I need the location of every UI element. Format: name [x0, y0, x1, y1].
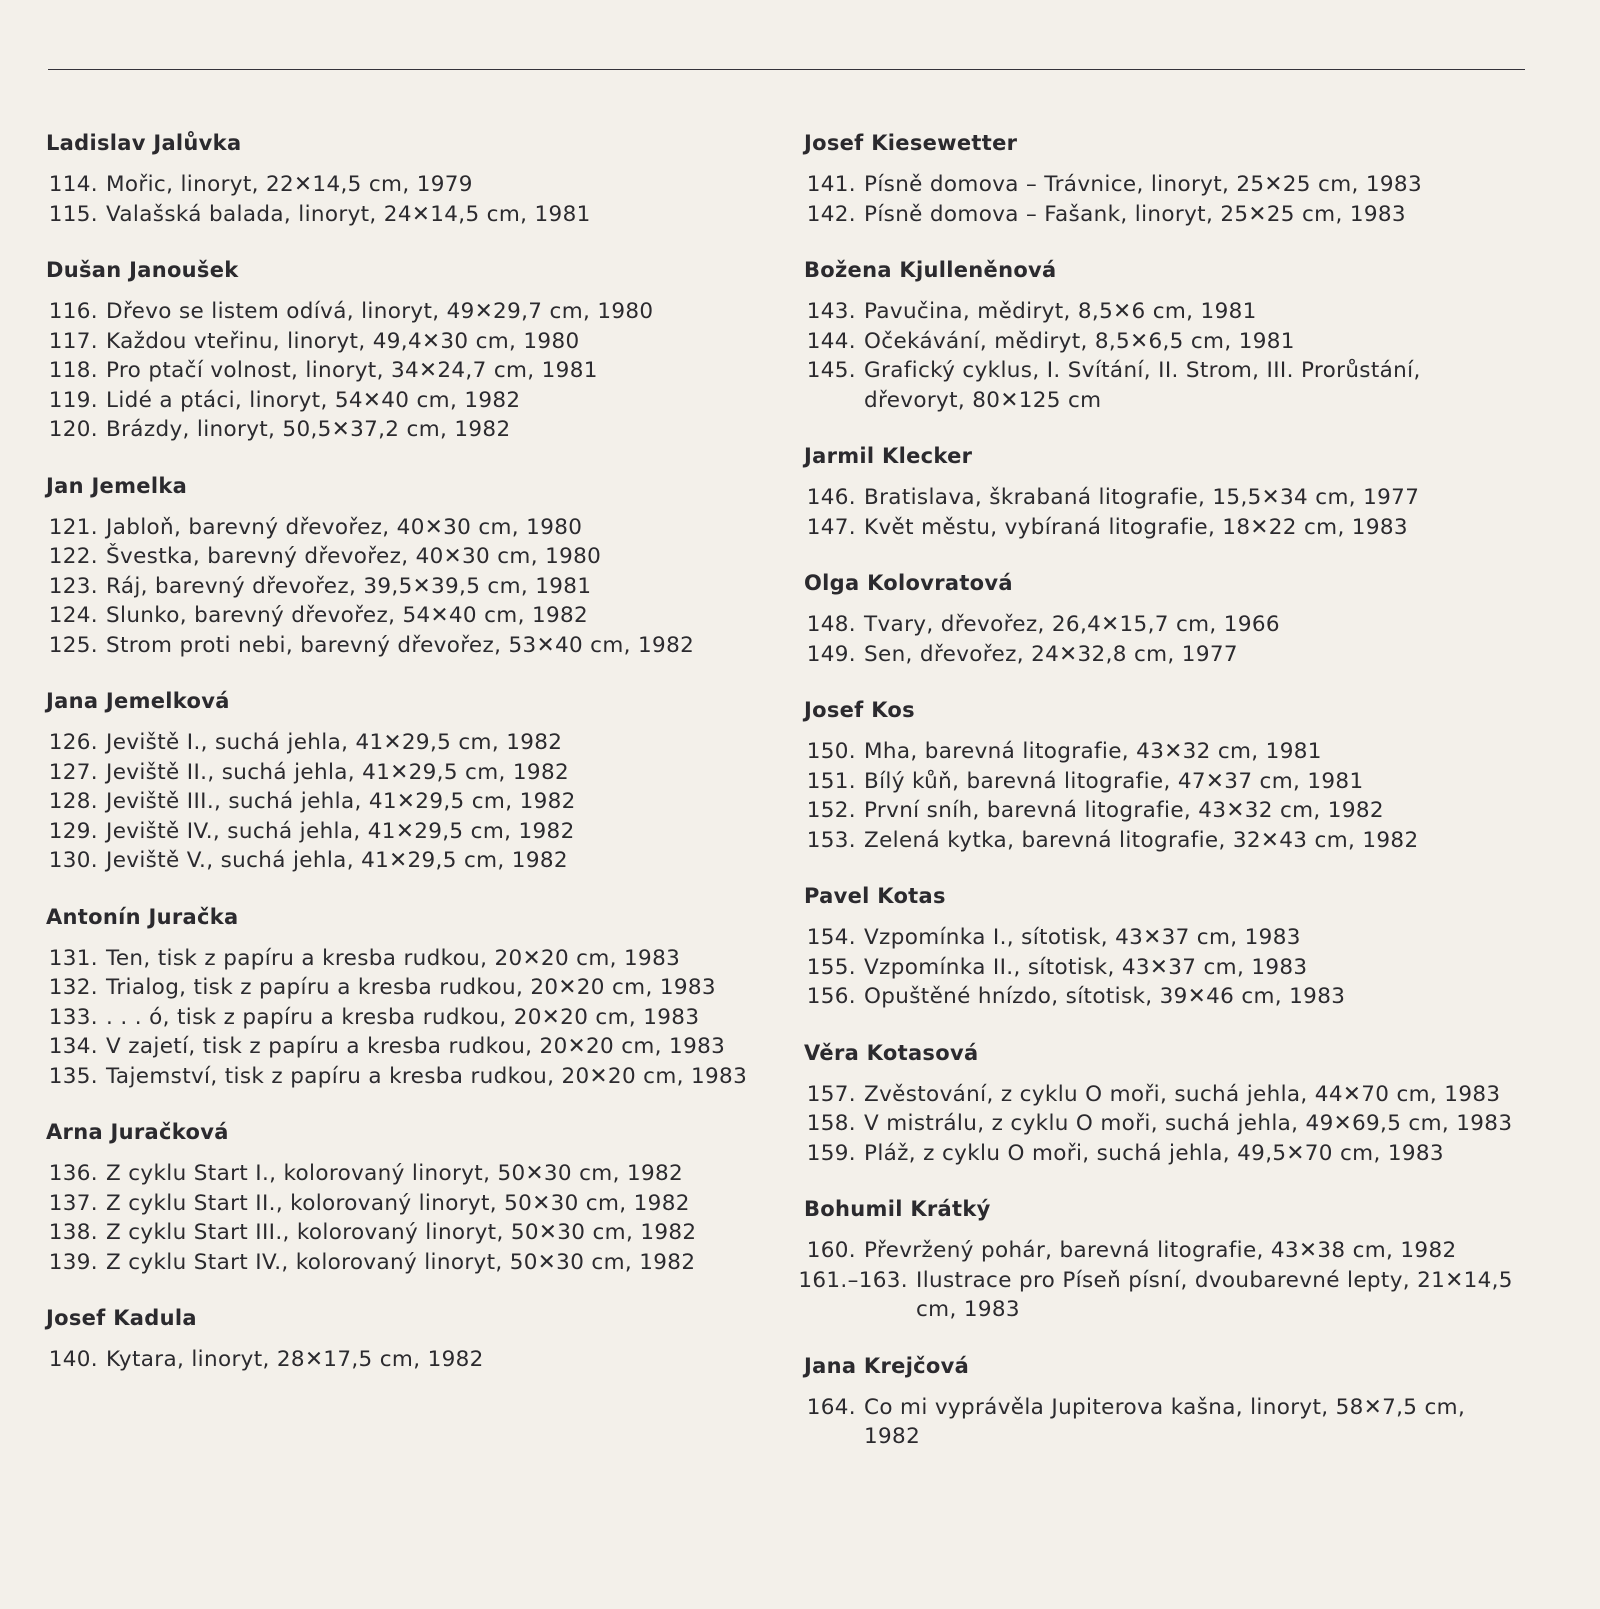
artwork-description: Bratislava, škrabaná litografie, 15,5✕34 cm, 1977: [864, 485, 1420, 510]
artwork-number: 155.: [806, 954, 856, 980]
artwork-description: Z cyklu Start III., kolorovaný linoryt, 50✕30 cm, 1982: [106, 1220, 697, 1245]
artwork-item: [38, 1159, 768, 1189]
artwork-list: [38, 170, 768, 229]
artist-entry: [796, 570, 1516, 669]
artist-entry: [38, 688, 768, 876]
artwork-list: [38, 728, 768, 876]
artist-name: Jan Jemelka: [46, 473, 188, 498]
artwork-item: [38, 170, 768, 200]
artwork-item: [38, 787, 768, 817]
artwork-list: [796, 170, 1516, 229]
artwork-number: 156.: [806, 984, 856, 1009]
artwork-description: Tvary, dřevořez, 26,4✕15,7 cm, 1966: [864, 612, 1280, 637]
artwork-item: [796, 826, 1516, 856]
artwork-item: [796, 737, 1516, 767]
artwork-item: [38, 817, 768, 847]
artist-entry: [38, 1119, 768, 1277]
artwork-number: 120.: [48, 417, 98, 442]
right-column: [796, 130, 1516, 1452]
artwork-list: [796, 1236, 1516, 1325]
artwork-number: 153.: [806, 827, 856, 853]
artwork-item: [38, 944, 768, 974]
artwork-list: [796, 1393, 1516, 1452]
artist-entry: [38, 130, 768, 229]
artwork-number: 142.: [806, 201, 856, 227]
artist-entry: [38, 257, 768, 445]
entry-gap: [38, 660, 768, 688]
artwork-number: 128.: [48, 789, 98, 814]
artwork-number: 135.: [48, 1063, 98, 1089]
artwork-item: [796, 767, 1516, 797]
entry-gap: [796, 669, 1516, 697]
artist-entry: [38, 904, 768, 1092]
artwork-description: Ráj, barevný dřevořez, 39,5✕39,5 cm, 1981: [106, 573, 592, 599]
artwork-number: 119.: [48, 387, 98, 413]
entry-gap: [796, 1012, 1516, 1040]
artist-name: Jarmil Klecker: [804, 444, 973, 468]
artwork-number: 132.: [48, 975, 98, 1000]
artwork-description: Dřevo se listem odívá, linoryt, 49✕29,7 cm, 1980: [106, 299, 654, 324]
entry-gap: [38, 445, 768, 473]
artwork-item: [38, 1062, 768, 1092]
artwork-item: [796, 1139, 1516, 1169]
artwork-number: 151.: [806, 768, 856, 794]
artwork-description: Strom proti nebi, barevný dřevořez, 53✕40 cm, 1982: [106, 632, 695, 658]
artwork-list: [796, 483, 1516, 542]
artwork-item: [796, 483, 1516, 513]
artwork-description: Slunko, barevný dřevořez, 54✕40 cm, 1982: [106, 603, 589, 628]
artwork-description: Písně domova – Trávnice, linoryt, 25✕25 cm, 1983: [864, 172, 1422, 197]
artwork-description: Z cyklu Start IV., kolorovaný linoryt, 50✕30 cm, 1982: [106, 1249, 696, 1275]
artwork-item: [38, 973, 768, 1003]
artwork-item: [38, 327, 768, 357]
artwork-description: Pro ptačí volnost, linoryt, 34✕24,7 cm, 1981: [106, 358, 598, 383]
artwork-description: Sen, dřevořez, 24✕32,8 cm, 1977: [864, 641, 1238, 667]
artwork-number: 145.: [806, 358, 856, 383]
artwork-description: V zajetí, tisk z papíru a kresba rudkou, 20✕20 cm, 1983: [106, 1034, 726, 1059]
artwork-list: [38, 944, 768, 1092]
artist-name: Arna Juračková: [46, 1120, 229, 1144]
artwork-description: Opuštěné hnízdo, sítotisk, 39✕46 cm, 1983: [864, 984, 1346, 1009]
artist-entry: [796, 1040, 1516, 1169]
artwork-description: Kytara, linoryt, 28✕17,5 cm, 1982: [106, 1347, 484, 1372]
artwork-list: [796, 1080, 1516, 1169]
artwork-description: Ten, tisk z papíru a kresba rudkou, 20✕20 cm, 1983: [106, 945, 681, 971]
artwork-description: První sníh, barevná litografie, 43✕32 cm, 1982: [864, 798, 1384, 823]
artwork-item: [38, 542, 768, 572]
artwork-number: 117.: [48, 328, 98, 354]
artist-entry: [38, 1305, 768, 1375]
artwork-description: Tajemství, tisk z papíru a kresba rudkou, 20✕20 cm, 1983: [106, 1063, 748, 1089]
artwork-description: Jeviště III., suchá jehla, 41✕29,5 cm, 1982: [106, 789, 576, 814]
artwork-description: Vzpomínka I., sítotisk, 43✕37 cm, 1983: [864, 925, 1301, 950]
artwork-description: Trialog, tisk z papíru a kresba rudkou, 20✕20 cm, 1983: [106, 975, 716, 1000]
artwork-number: 144.: [806, 328, 856, 354]
artwork-item: [38, 386, 768, 416]
artwork-description: Bílý kůň, barevná litografie, 47✕37 cm, 1981: [864, 768, 1364, 794]
artwork-description: Jeviště II., suchá jehla, 41✕29,5 cm, 1982: [106, 759, 569, 785]
artwork-description: Co mi vyprávěla Jupiterova kašna, linoryt, 58✕7,5 cm, 1982: [864, 1394, 1466, 1449]
artwork-number: 146.: [806, 485, 856, 510]
artist-name: Josef Kadula: [46, 1306, 197, 1330]
artwork-number: 123.: [48, 573, 98, 599]
artwork-number: 125.: [48, 632, 98, 658]
artist-name: Josef Kiesewetter: [804, 131, 1018, 155]
artist-name: Dušan Janoušek: [46, 258, 239, 282]
artwork-list: [796, 923, 1516, 1012]
artwork-description: Z cyklu Start I., kolorovaný linoryt, 50✕30 cm, 1982: [106, 1161, 684, 1186]
artwork-number: 143.: [806, 299, 856, 324]
artist-entry: [796, 1196, 1516, 1325]
artwork-number: 147.: [806, 514, 856, 540]
artwork-number: 159.: [806, 1140, 856, 1166]
artwork-description: Valašská balada, linoryt, 24✕14,5 cm, 1981: [106, 201, 591, 227]
artwork-number: 136.: [48, 1161, 98, 1186]
artwork-number: 116.: [48, 299, 98, 324]
artist-name: Věra Kotasová: [804, 1040, 979, 1065]
entry-gap: [38, 1091, 768, 1119]
artwork-number: 158.: [806, 1111, 856, 1136]
artist-name: Božena Kjulleněnová: [804, 258, 1057, 282]
left-column: [38, 130, 768, 1375]
entry-gap: [796, 542, 1516, 570]
artist-entry: [796, 130, 1516, 229]
artist-entry: [796, 257, 1516, 415]
artwork-number: 134.: [48, 1034, 98, 1059]
artwork-item: [796, 1236, 1516, 1266]
artwork-description: Z cyklu Start II., kolorovaný linoryt, 50✕30 cm, 1982: [106, 1190, 690, 1216]
artwork-number: 122.: [48, 544, 98, 569]
artwork-number: 161.–163.: [798, 1267, 908, 1293]
artwork-item: [38, 200, 768, 230]
artwork-description: Vzpomínka II., sítotisk, 43✕37 cm, 1983: [864, 954, 1308, 980]
artist-name: Olga Kolovratová: [804, 571, 1013, 595]
artwork-list: [38, 1159, 768, 1277]
entry-gap: [796, 415, 1516, 443]
artwork-item: [38, 297, 768, 327]
artwork-description: Květ městu, vybíraná litografie, 18✕22 cm, 1983: [864, 514, 1408, 540]
artwork-item: [38, 758, 768, 788]
artwork-number: 129.: [48, 818, 98, 844]
artwork-description: Lidé a ptáci, linoryt, 54✕40 cm, 1982: [106, 387, 521, 413]
artwork-list: [38, 513, 768, 661]
entry-gap: [38, 229, 768, 257]
artwork-item: [38, 572, 768, 602]
artwork-number: 118.: [48, 358, 98, 383]
entry-gap: [796, 1168, 1516, 1196]
entry-gap: [38, 1277, 768, 1305]
artwork-item: [796, 1393, 1516, 1452]
artwork-number: 160.: [806, 1238, 856, 1263]
artwork-item: [796, 640, 1516, 670]
artwork-item: [796, 1080, 1516, 1110]
artwork-item: [796, 356, 1516, 415]
entry-gap: [796, 229, 1516, 257]
artist-name: Pavel Kotas: [804, 884, 946, 908]
artist-name: Josef Kos: [804, 698, 915, 722]
artwork-number: 133.: [48, 1004, 98, 1030]
artwork-number: 137.: [48, 1190, 98, 1216]
artwork-number: 127.: [48, 759, 98, 785]
artwork-number: 150.: [806, 739, 856, 764]
artwork-description: Převržený pohár, barevná litografie, 43✕38 cm, 1982: [864, 1238, 1457, 1263]
artwork-description: Ilustrace pro Píseň písní, dvoubarevné lepty, 21✕14,5 cm, 1983: [916, 1267, 1513, 1322]
artwork-description: V mistrálu, z cyklu O moři, suchá jehla, 49✕69,5 cm, 1983: [864, 1111, 1513, 1136]
artwork-description: Mořic, linoryt, 22✕14,5 cm, 1979: [106, 172, 473, 197]
artwork-item: [38, 1345, 768, 1375]
artist-entry: [796, 1353, 1516, 1452]
artwork-number: 121.: [48, 514, 98, 540]
artwork-item: [38, 728, 768, 758]
top-rule: [48, 69, 1525, 70]
artwork-item: [796, 796, 1516, 826]
artwork-item: [796, 170, 1516, 200]
artist-entry: [796, 883, 1516, 1012]
artwork-number: 138.: [48, 1220, 98, 1245]
artwork-list: [796, 297, 1516, 415]
artist-name: Antonín Juračka: [46, 904, 239, 929]
artwork-item: [38, 601, 768, 631]
artwork-item: [796, 327, 1516, 357]
artwork-number: 126.: [48, 730, 98, 755]
artwork-number: 124.: [48, 603, 98, 628]
artwork-item: [796, 610, 1516, 640]
artwork-item: [796, 953, 1516, 983]
artwork-description: Jeviště I., suchá jehla, 41✕29,5 cm, 1982: [106, 730, 563, 755]
artwork-item: [38, 415, 768, 445]
artwork-description: . . . ó, tisk z papíru a kresba rudkou, 20✕20 cm, 1983: [106, 1004, 700, 1030]
artwork-description: Zvěstování, z cyklu O moři, suchá jehla, 44✕70 cm, 1983: [864, 1081, 1501, 1107]
artwork-description: Zelená kytka, barevná litografie, 32✕43 cm, 1982: [864, 827, 1419, 853]
artwork-description: Mha, barevná litografie, 43✕32 cm, 1981: [864, 739, 1322, 764]
artwork-list: [796, 737, 1516, 855]
artwork-item: [38, 846, 768, 876]
artwork-item: [38, 1248, 768, 1278]
artwork-description: Švestka, barevný dřevořez, 40✕30 cm, 1980: [106, 544, 602, 569]
artwork-item: [796, 513, 1516, 543]
artist-entry: [38, 473, 768, 661]
artwork-number: 164.: [806, 1394, 856, 1420]
artwork-item: [38, 631, 768, 661]
artwork-description: Pavučina, mědiryt, 8,5✕6 cm, 1981: [864, 299, 1257, 324]
artwork-number: 157.: [806, 1081, 856, 1107]
artwork-number: 154.: [806, 925, 856, 950]
artwork-list: [796, 610, 1516, 669]
artwork-number: 152.: [806, 798, 856, 823]
artwork-item: [796, 297, 1516, 327]
artwork-description: Brázdy, linoryt, 50,5✕37,2 cm, 1982: [106, 417, 511, 442]
artwork-list: [38, 297, 768, 445]
artwork-item: [796, 200, 1516, 230]
artwork-item: [796, 1109, 1516, 1139]
artist-entry: [796, 443, 1516, 542]
artwork-item: [796, 982, 1516, 1012]
artist-name: Ladislav Jalůvka: [46, 131, 242, 155]
artwork-number: 149.: [806, 641, 856, 667]
artist-entry: [796, 697, 1516, 855]
artwork-number: 131.: [48, 945, 98, 971]
artwork-description: Každou vteřinu, linoryt, 49,4✕30 cm, 1980: [106, 328, 580, 354]
artwork-item: [796, 1266, 1516, 1325]
artwork-description: Jeviště IV., suchá jehla, 41✕29,5 cm, 1982: [106, 818, 575, 844]
entry-gap: [38, 876, 768, 904]
artwork-number: 130.: [48, 848, 98, 873]
artist-name: Bohumil Krátký: [804, 1197, 991, 1221]
artwork-list: [38, 1345, 768, 1375]
artwork-number: 148.: [806, 612, 856, 637]
artwork-number: 115.: [48, 201, 98, 227]
artwork-description: Písně domova – Fašank, linoryt, 25✕25 cm, 1983: [864, 201, 1406, 227]
artwork-item: [38, 513, 768, 543]
artwork-item: [38, 356, 768, 386]
artwork-number: 140.: [48, 1347, 98, 1372]
artwork-item: [38, 1032, 768, 1062]
artwork-number: 114.: [48, 172, 98, 197]
artist-name: Jana Krejčová: [804, 1353, 970, 1378]
artist-name: Jana Jemelková: [46, 689, 230, 713]
artwork-description: Pláž, z cyklu O moři, suchá jehla, 49,5✕70 cm, 1983: [864, 1140, 1444, 1166]
entry-gap: [796, 1325, 1516, 1353]
artwork-number: 141.: [806, 172, 856, 197]
artwork-description: Grafický cyklus, I. Svítání, II. Strom, III. Prorůstání, dřevoryt, 80✕125 cm: [864, 358, 1421, 413]
artwork-item: [38, 1218, 768, 1248]
artwork-description: Očekávání, mědiryt, 8,5✕6,5 cm, 1981: [864, 328, 1295, 354]
artwork-number: 139.: [48, 1249, 98, 1275]
artwork-item: [796, 923, 1516, 953]
artwork-item: [38, 1003, 768, 1033]
entry-gap: [796, 855, 1516, 883]
artwork-description: Jeviště V., suchá jehla, 41✕29,5 cm, 1982: [106, 848, 568, 873]
artwork-item: [38, 1189, 768, 1219]
artwork-description: Jabloň, barevný dřevořez, 40✕30 cm, 1980: [106, 514, 583, 540]
